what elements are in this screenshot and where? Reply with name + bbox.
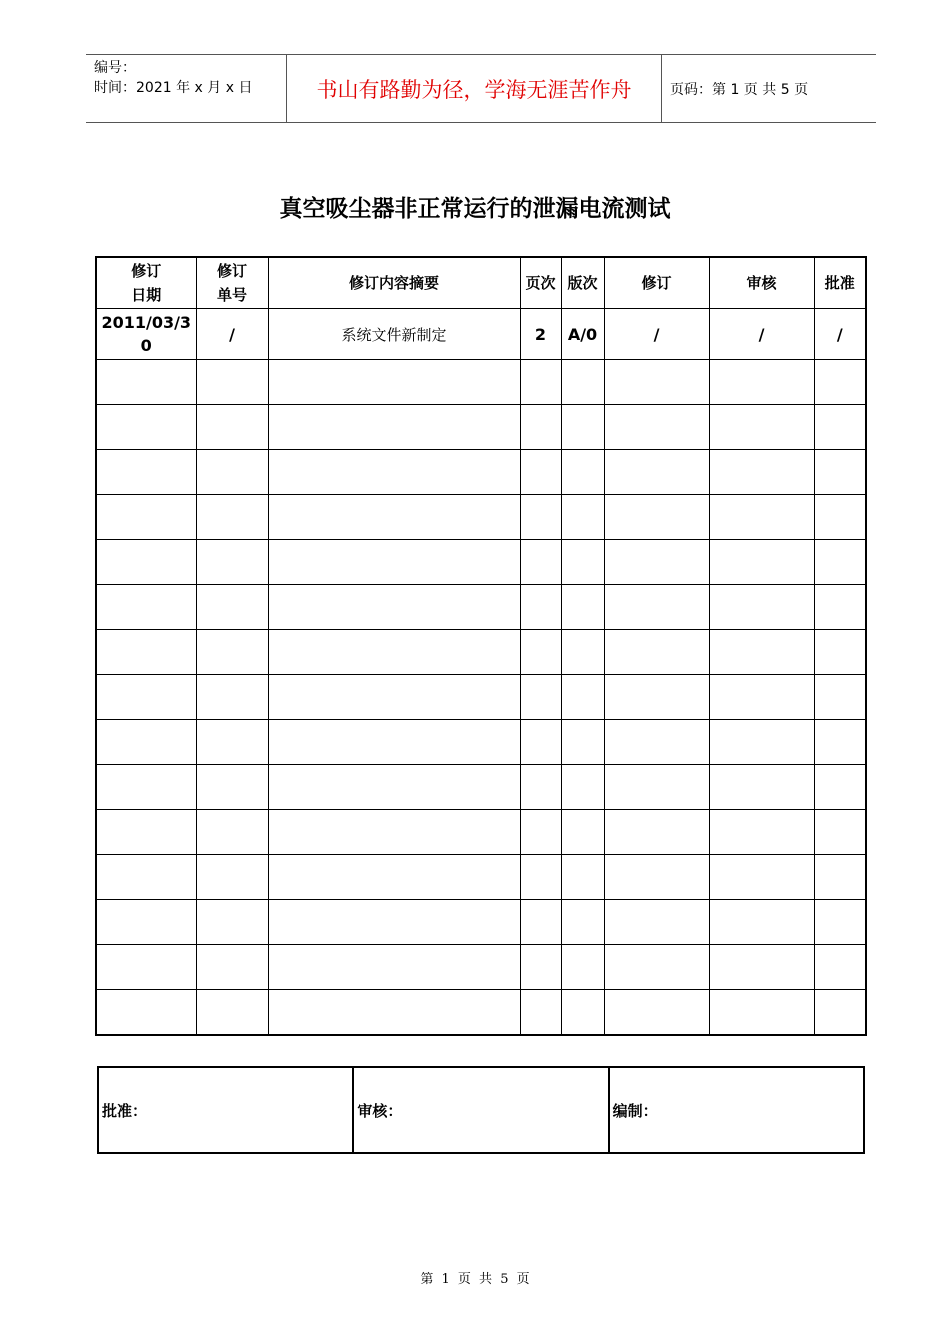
empty-cell [604, 675, 709, 720]
empty-cell [520, 765, 561, 810]
empty-cell [96, 990, 196, 1036]
empty-table-row [96, 675, 866, 720]
empty-cell [196, 675, 268, 720]
empty-rows [96, 360, 866, 1036]
empty-cell [604, 810, 709, 855]
header-page: 页次 [520, 257, 561, 309]
empty-table-row [96, 720, 866, 765]
empty-cell [561, 495, 604, 540]
empty-cell [604, 630, 709, 675]
empty-cell [96, 585, 196, 630]
empty-cell [268, 855, 520, 900]
header-revision-order-no: 修订 单号 [196, 257, 268, 309]
header-review: 审核 [709, 257, 814, 309]
empty-cell [268, 495, 520, 540]
empty-cell [196, 360, 268, 405]
empty-cell [96, 495, 196, 540]
header-revision-summary: 修订内容摘要 [268, 257, 520, 309]
empty-cell [604, 585, 709, 630]
cell-approve: / [814, 309, 866, 360]
empty-table-row [96, 585, 866, 630]
empty-cell [561, 945, 604, 990]
empty-cell [196, 495, 268, 540]
empty-table-row [96, 360, 866, 405]
empty-cell [96, 765, 196, 810]
empty-cell [709, 585, 814, 630]
empty-cell [561, 765, 604, 810]
empty-table-row [96, 450, 866, 495]
empty-cell [814, 495, 866, 540]
empty-cell [196, 810, 268, 855]
empty-cell [268, 675, 520, 720]
cell-summary: 系统文件新制定 [268, 309, 520, 360]
empty-cell [196, 450, 268, 495]
empty-cell [268, 990, 520, 1036]
empty-cell [814, 765, 866, 810]
empty-cell [561, 360, 604, 405]
empty-cell [196, 990, 268, 1036]
cell-version: A/0 [561, 309, 604, 360]
empty-table-row [96, 945, 866, 990]
empty-cell [268, 765, 520, 810]
signature-approve: 批准： [98, 1067, 353, 1153]
empty-cell [520, 540, 561, 585]
empty-cell [814, 450, 866, 495]
empty-cell [561, 540, 604, 585]
empty-cell [604, 405, 709, 450]
empty-cell [561, 450, 604, 495]
empty-cell [268, 945, 520, 990]
empty-cell [814, 630, 866, 675]
empty-cell [604, 900, 709, 945]
empty-cell [196, 540, 268, 585]
empty-table-row [96, 630, 866, 675]
empty-cell [268, 720, 520, 765]
empty-cell [96, 630, 196, 675]
empty-cell [604, 765, 709, 810]
empty-cell [196, 630, 268, 675]
empty-cell [196, 945, 268, 990]
header-page-info: 页码：第 1 页 共 5 页 [670, 81, 809, 98]
empty-table-row [96, 990, 866, 1036]
document-time: 时间：2021 年 x 月 x 日 [94, 80, 253, 96]
empty-cell [96, 855, 196, 900]
empty-cell [814, 360, 866, 405]
empty-cell [96, 540, 196, 585]
empty-cell [561, 855, 604, 900]
header-revise: 修订 [604, 257, 709, 309]
empty-cell [520, 990, 561, 1036]
empty-cell [709, 855, 814, 900]
empty-cell [604, 540, 709, 585]
empty-cell [520, 945, 561, 990]
empty-cell [709, 720, 814, 765]
table-row [96, 309, 866, 360]
header-revision-date: 修订 日期 [96, 257, 196, 309]
empty-cell [520, 900, 561, 945]
empty-cell [268, 450, 520, 495]
signature-review: 审核： [353, 1067, 608, 1153]
empty-cell [814, 990, 866, 1036]
empty-cell [709, 900, 814, 945]
empty-cell [561, 630, 604, 675]
empty-cell [561, 900, 604, 945]
empty-cell [604, 450, 709, 495]
empty-cell [520, 585, 561, 630]
empty-table-row [96, 810, 866, 855]
empty-cell [268, 405, 520, 450]
empty-cell [561, 405, 604, 450]
empty-table-row [96, 405, 866, 450]
cell-page: 2 [520, 309, 561, 360]
empty-cell [709, 450, 814, 495]
empty-cell [268, 540, 520, 585]
header-approve: 批准 [814, 257, 866, 309]
empty-cell [814, 720, 866, 765]
empty-cell [96, 675, 196, 720]
page-header [86, 54, 876, 123]
empty-cell [561, 990, 604, 1036]
empty-cell [709, 405, 814, 450]
empty-cell [96, 450, 196, 495]
empty-table-row [96, 900, 866, 945]
empty-cell [268, 900, 520, 945]
cell-revise: / [604, 309, 709, 360]
empty-cell [196, 405, 268, 450]
empty-cell [96, 945, 196, 990]
empty-cell [709, 945, 814, 990]
table-header-row [96, 257, 866, 309]
empty-cell [268, 585, 520, 630]
empty-table-row [96, 540, 866, 585]
empty-cell [814, 810, 866, 855]
cell-review: / [709, 309, 814, 360]
empty-cell [709, 810, 814, 855]
empty-cell [196, 855, 268, 900]
empty-cell [196, 765, 268, 810]
empty-cell [709, 495, 814, 540]
empty-cell [814, 405, 866, 450]
header-version: 版次 [561, 257, 604, 309]
empty-cell [604, 990, 709, 1036]
empty-cell [709, 360, 814, 405]
empty-table-row [96, 855, 866, 900]
empty-cell [520, 720, 561, 765]
page-footer: 第 1 页 共 5 页 [420, 1272, 530, 1287]
empty-table-row [96, 765, 866, 810]
empty-cell [520, 405, 561, 450]
empty-cell [520, 675, 561, 720]
empty-cell [520, 495, 561, 540]
document-code-label: 编号： [94, 60, 136, 76]
signature-compile: 编制： [609, 1067, 864, 1153]
empty-cell [814, 900, 866, 945]
empty-cell [814, 585, 866, 630]
header-motto: 书山有路勤为径，学海无涯苦作舟 [286, 55, 662, 122]
empty-cell [520, 855, 561, 900]
empty-cell [604, 855, 709, 900]
empty-cell [268, 810, 520, 855]
empty-cell [604, 360, 709, 405]
revision-table [95, 256, 867, 1036]
empty-cell [520, 450, 561, 495]
empty-cell [814, 945, 866, 990]
empty-cell [814, 540, 866, 585]
cell-order-no: / [196, 309, 268, 360]
empty-cell [520, 630, 561, 675]
empty-cell [561, 675, 604, 720]
header-left [94, 58, 252, 98]
empty-cell [561, 720, 604, 765]
empty-cell [709, 630, 814, 675]
empty-cell [268, 360, 520, 405]
document-title: 真空吸尘器非正常运行的泄漏电流测试 [279, 195, 671, 222]
empty-cell [268, 630, 520, 675]
signature-row [98, 1067, 864, 1153]
empty-cell [604, 945, 709, 990]
empty-cell [709, 990, 814, 1036]
empty-cell [96, 810, 196, 855]
empty-cell [96, 360, 196, 405]
empty-cell [96, 405, 196, 450]
empty-cell [561, 585, 604, 630]
cell-date: 2011/03/30 [96, 309, 196, 360]
empty-cell [709, 675, 814, 720]
empty-cell [196, 900, 268, 945]
empty-cell [604, 495, 709, 540]
empty-cell [520, 360, 561, 405]
empty-cell [96, 720, 196, 765]
empty-cell [196, 585, 268, 630]
empty-cell [604, 720, 709, 765]
empty-table-row [96, 495, 866, 540]
empty-cell [814, 675, 866, 720]
empty-cell [709, 765, 814, 810]
empty-cell [196, 720, 268, 765]
empty-cell [96, 900, 196, 945]
empty-cell [561, 810, 604, 855]
empty-cell [814, 855, 866, 900]
signature-table [97, 1066, 865, 1154]
empty-cell [520, 810, 561, 855]
empty-cell [709, 540, 814, 585]
